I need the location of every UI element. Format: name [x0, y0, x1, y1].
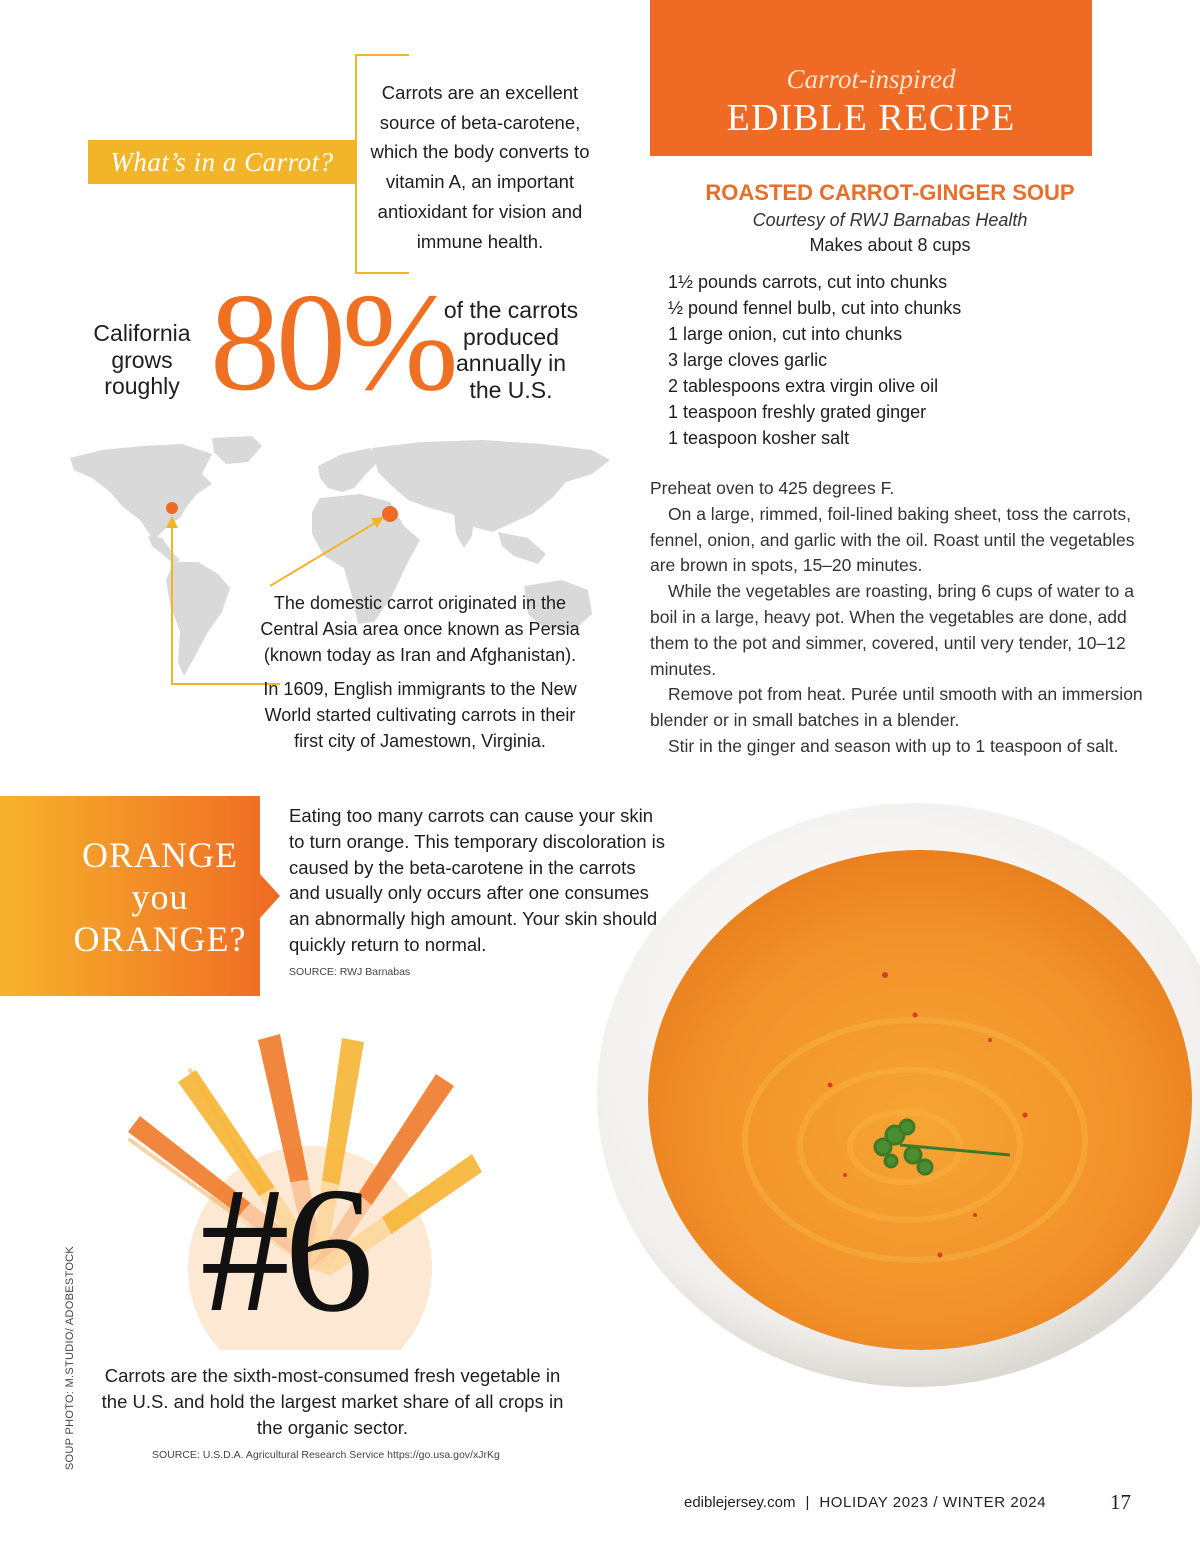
page-number: 17 — [1110, 1490, 1131, 1514]
jamestown-text: In 1609, English immigrants to the New World started cultivating carrots in their first city of Jamestown, Virginia. — [263, 679, 577, 751]
central-america-shape — [148, 536, 180, 564]
six-source: SOURCE: U.S.D.A. Agricultural Research Service https://go.usa.gov/xJrKg — [152, 1449, 500, 1461]
ingredient-item: 1½ pounds carrots, cut into chunks — [668, 272, 948, 292]
persia-marker — [382, 506, 398, 522]
asia-shape — [372, 440, 610, 532]
persia-origin-text: The domestic carrot originated in the Central Asia area once known as Persia (known today as Iran and Afghanistan). — [260, 593, 580, 665]
soup-bowl-photo — [595, 795, 1200, 1395]
orange-title-line: ORANGE — [82, 835, 238, 875]
recipe-header — [650, 0, 1092, 156]
orange-skin-text: Eating too many carrots can cause your skin to turn orange. This temporary discoloration is caused by the beta-carotene in the carrots and usually only occurs after one consumes an abnormally high amount. Your skin should quickly return to normal. — [289, 805, 666, 955]
jamestown-marker — [166, 502, 178, 514]
orange-title-line: ORANGE? — [73, 919, 247, 959]
ingredient-item: 1 teaspoon kosher salt — [668, 428, 850, 448]
california-left-text: California grows roughly — [93, 320, 191, 399]
recipe-method — [650, 476, 1150, 760]
carrot-info-text: Carrots are an excellent source of beta-carotene, which the body converts to vitamin A, an important antioxidant for vision and immune health. — [370, 82, 590, 252]
number-six-stat: #6 — [200, 1150, 368, 1349]
greenland-shape — [212, 436, 262, 464]
method-step: Remove pot from heat. Purée until smooth with an immersion blender or in small batches in a blender. — [650, 684, 1143, 731]
europe-shape — [318, 448, 380, 492]
method-step: On a large, rimmed, foil-lined baking sheet, toss the carrots, fennel, onion, and garlic with the oil. Roast until the vegetables are brown in spots, 15–20 minutes. — [650, 503, 1135, 576]
soup-surface — [648, 850, 1192, 1350]
southeast-asia-shape — [498, 532, 546, 564]
south-america-shape — [166, 562, 230, 676]
ingredient-item: 1 large onion, cut into chunks — [668, 324, 903, 344]
footer-separator: | — [805, 1494, 810, 1511]
recipe-yield: Makes about 8 cups — [809, 235, 971, 255]
recipe-kicker: Carrot-inspired — [786, 64, 956, 94]
ingredient-list — [668, 269, 961, 451]
method-step: Preheat oven to 425 degrees F. — [650, 478, 895, 498]
photo-credit: SOUP PHOTO: M.STUDIO/ ADOBESTOCK — [64, 1245, 76, 1471]
page-footer — [684, 1494, 1046, 1511]
method-step: Stir in the ginger and season with up to 1 teaspoon of salt. — [668, 735, 1119, 756]
recipe-courtesy: Courtesy of RWJ Barnabas Health — [752, 210, 1028, 230]
recipe-name: ROASTED CARROT-GINGER SOUP — [705, 180, 1075, 205]
india-shape — [454, 514, 474, 548]
orange-source: SOURCE: RWJ Barnabas — [289, 966, 411, 978]
north-america-shape — [70, 444, 212, 540]
california-right-text: of the carrots produced annually in the U.S. — [443, 297, 579, 403]
recipe-title: EDIBLE RECIPE — [726, 97, 1016, 139]
ingredient-item: 3 large cloves garlic — [668, 350, 828, 370]
ingredient-item: 2 tablespoons extra virgin olive oil — [668, 376, 939, 396]
footer-issue: HOLIDAY 2023 / WINTER 2024 — [819, 1494, 1047, 1511]
sixth-vegetable-text: Carrots are the sixth-most-consumed fresh vegetable in the U.S. and hold the largest market share of all crops in the organic sector. — [101, 1365, 564, 1438]
whats-in-a-carrot-banner: What’s in a Carrot? — [88, 140, 356, 184]
method-step: While the vegetables are roasting, bring 6 cups of water to a boil in a large, heavy pot. When the vegetables are done, add them to the pot and simmer, covered, until very tender, 10–12 minutes. — [650, 581, 1134, 679]
eighty-percent-stat: 80% — [210, 265, 455, 420]
ingredient-item: 1 teaspoon freshly grated ginger — [668, 402, 927, 422]
orange-you-orange-title — [60, 834, 260, 960]
orange-title-line: you — [131, 877, 189, 917]
footer-site: ediblejersey.com — [684, 1494, 796, 1511]
ingredient-item: ½ pound fennel bulb, cut into chunks — [668, 298, 962, 318]
